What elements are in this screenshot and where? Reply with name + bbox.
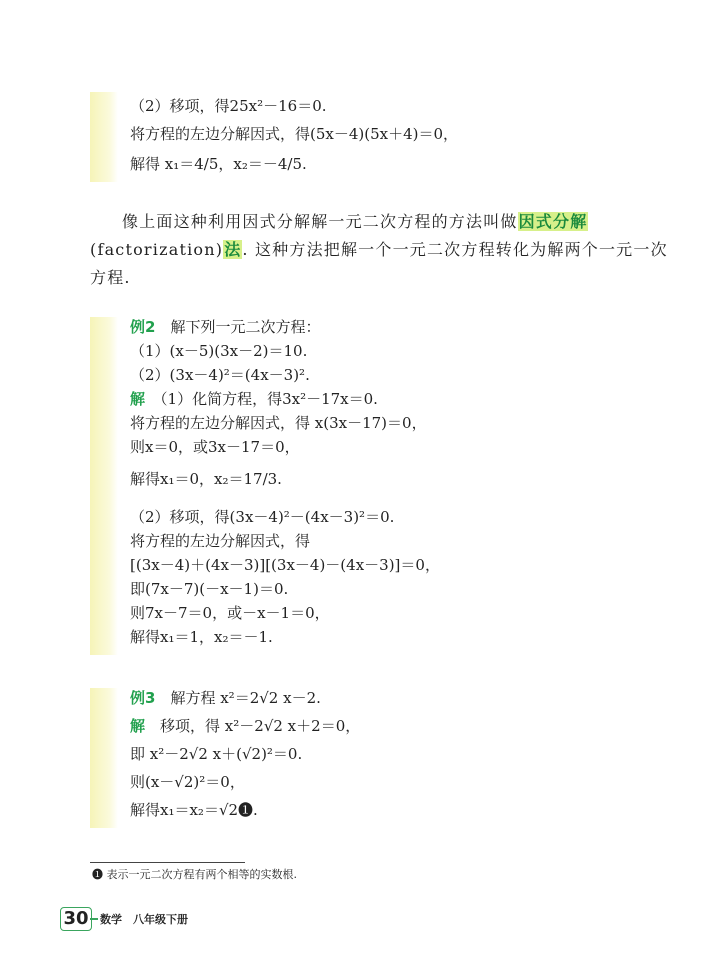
math-line: 解方程 x²＝2√2 x－2.	[170, 689, 321, 707]
math-line: 解得 x₁＝4/5，x₂＝－4/5.	[130, 155, 307, 173]
example-heading	[130, 688, 321, 708]
paragraph-line-2	[90, 236, 668, 264]
term-highlight: 因式分解	[518, 212, 588, 231]
example-heading	[130, 317, 320, 337]
body-paragraph	[90, 208, 668, 292]
paragraph-text: 像上面这种利用因式分解解一元二次方程的方法叫做	[122, 212, 518, 231]
solution-start	[130, 716, 360, 736]
math-line: 将方程的左边分解因式，得	[130, 532, 311, 550]
paragraph-text: (factorization)	[90, 240, 224, 259]
highlight-bar	[90, 92, 118, 182]
math-line: [(3x－4)＋(4x－3)][(3x－4)－(4x－3)]＝0，	[130, 556, 440, 574]
paragraph-line-3: 方程.	[90, 268, 131, 287]
solution-start	[130, 389, 378, 409]
math-line: 将方程的左边分解因式，得(5x－4)(5x＋4)＝0，	[130, 125, 459, 143]
solution-label: 解	[130, 390, 146, 408]
math-line: （2）移项，得(3x－4)²－(4x－3)²＝0.	[130, 508, 395, 526]
footnote-rule	[90, 862, 245, 863]
math-line: 解得x₁＝1，x₂＝－1.	[130, 628, 273, 646]
example-label: 例2	[130, 318, 156, 336]
math-line: 移项，得 x²－2√2 x＋2＝0，	[160, 717, 361, 735]
math-line: （2）(3x－4)²＝(4x－3)².	[130, 366, 310, 384]
book-title: 数学 八年级下册	[100, 913, 188, 926]
term-highlight: 法	[224, 240, 242, 259]
solution-block-1	[90, 92, 610, 182]
math-line: 即 x²－2√2 x＋(√2)²＝0.	[130, 745, 303, 763]
math-line: 解得x₁＝0，x₂＝17/3.	[130, 470, 282, 488]
math-line: 将方程的左边分解因式，得 x(3x－17)＝0，	[130, 414, 427, 432]
example-2-block	[90, 317, 610, 655]
math-line: 解得x₁＝x₂＝√2❶.	[130, 801, 258, 819]
example-label: 例3	[130, 689, 156, 707]
footnote: ❶ 表示一元二次方程有两个相等的实数根.	[92, 868, 297, 881]
math-line: 即(7x－7)(－x－1)＝0.	[130, 580, 289, 598]
math-line: （1）(x－5)(3x－2)＝10.	[130, 342, 308, 360]
math-line: 则x＝0，或3x－17＝0，	[130, 438, 300, 456]
highlight-bar	[90, 317, 118, 655]
math-line: （2）移项，得25x²－16＝0.	[130, 97, 327, 115]
paragraph-line-1	[90, 208, 620, 236]
example-3-block	[90, 688, 610, 828]
page-number: 30	[60, 907, 92, 931]
math-line: 则7x－7＝0，或－x－1＝0，	[130, 604, 330, 622]
solution-label: 解	[130, 717, 146, 735]
page-number-tab-line	[90, 918, 98, 920]
math-line: 则(x－√2)²＝0，	[130, 773, 245, 791]
math-line: 解下列一元二次方程：	[170, 318, 321, 336]
paragraph-text: . 这种方法把解一个一元二次方程转化为解两个一元一次	[242, 240, 668, 259]
math-line: （1）化简方程，得3x²－17x＝0.	[160, 390, 378, 408]
highlight-bar	[90, 688, 118, 828]
